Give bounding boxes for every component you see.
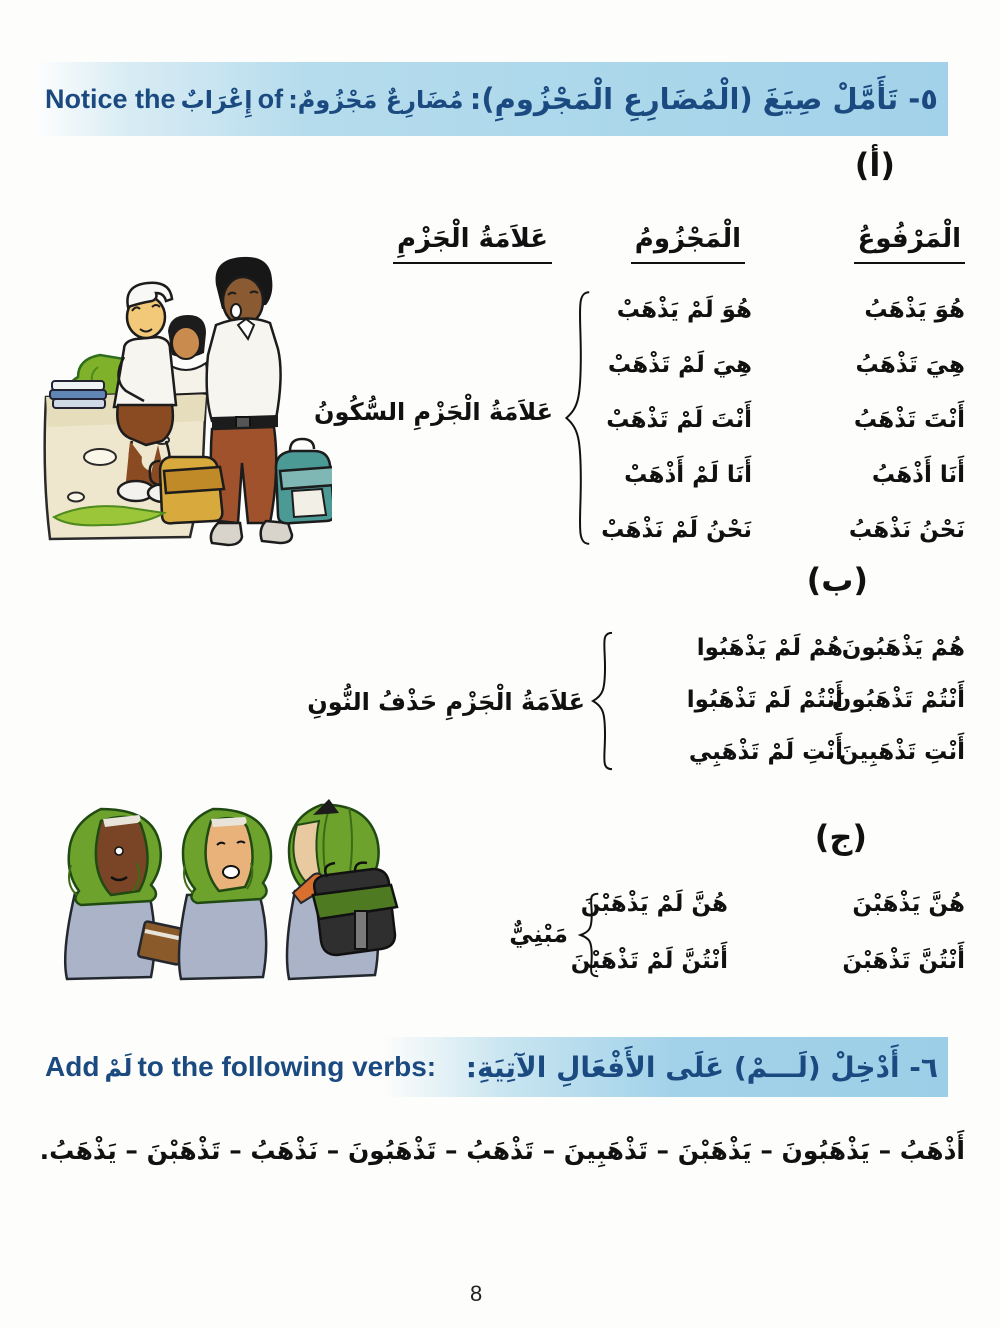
section-b-marker: (ب) [806,561,868,599]
table-cell: أَنْتُنَّ تَذْهَبْنَ [842,948,965,974]
arabic-term-mudari-majzum: مُضَارِعٌ مَجْزُومٌ: [288,85,464,114]
table-cell: أَنْتُمْ تَذْهَبُونَ [831,687,965,713]
table-cell: هُمْ لَمْ يَذْهَبُوا [696,635,843,661]
table-cell: أَنْتُمْ لَمْ تَذْهَبُوا [686,687,843,713]
exercise6-english-title [45,1051,436,1083]
english-text: Notice the [45,83,176,114]
girls-in-hijabs-illustration [45,773,401,991]
table-cell: أَنَا لَمْ أَذْهَبْ [624,462,752,488]
exercise5-arabic-title: ٥- تَأَمَّلْ صِيَغَ (الْمُضَارِعِ الْمَجْزُومِ): [469,82,938,116]
section-c-marfu-column [842,876,965,990]
curly-brace-icon [586,630,616,772]
exercise6-arabic-title: ٦- أَدْخِلْ (لَـــمْ) عَلَى الأَفْعَالِ الآتِيَةِ: [465,1050,938,1084]
table-cell: نَحْنُ نَذْهَبُ [848,517,965,543]
section-c-marker: (ج) [814,818,867,856]
exercise5-english-title [45,84,463,115]
column-header-majzum: الْمَجْزُومُ [631,224,745,264]
section-a-marker: (أ) [854,146,895,184]
table-cell: أَنَا أَذْهَبُ [871,462,965,488]
english-suffix: to the following verbs: [137,1051,437,1082]
table-cell: هُنَّ لَمْ يَذْهَبْنَ [580,891,728,917]
section-a-majzum-column [601,283,752,558]
section-c-mabni-label: مَبْنِيٌّ [509,920,568,948]
table-cell: هِيَ تَذْهَبُ [855,352,965,378]
curly-brace-icon [574,892,602,978]
table-cell: أَنْتِ لَمْ تَذْهَبِي [688,739,843,765]
table-cell: هِيَ لَمْ تَذْهَبْ [607,352,752,378]
table-cell: أَنْتُنَّ لَمْ تَذْهَبْنَ [570,948,728,974]
column-header-jazm-sign: عَلاَمَةُ الْجَزْمِ [393,224,552,264]
girl-middle [179,809,271,979]
girl-left [65,809,186,979]
exercise6-header-bar [35,1037,948,1097]
table-cell: أَنْتَ لَمْ تَذْهَبْ [606,407,752,433]
exercise6-verbs-line: أَذْهَبُ – يَذْهَبُونَ – يَذْهَبْنَ – تَذْهَبِينَ – تَذْهَبُ – تَذْهَبُونَ – نَذْهَبُ – تَذْهَبْنَ – يَذْهَبُ. [39,1136,965,1165]
arabic-term-irab: إِعْرَابٌ [180,85,253,114]
table-cell: هُمْ يَذْهَبُونَ [841,635,965,661]
section-b-majzum-column [687,622,843,778]
table-cell: هُوَ لَمْ يَذْهَبْ [616,297,752,323]
section-b-marfu-column [832,622,965,778]
books-stack [50,381,106,408]
page-number: 8 [470,1281,483,1306]
english-of: of [257,83,284,114]
english-add: Add [45,1051,100,1082]
section-a-jazm-sign-label: عَلاَمَةُ الْجَزْمِ السُّكُونُ [314,398,553,426]
table-cell: هُنَّ يَذْهَبْنَ [852,891,965,917]
curly-brace-icon [558,287,594,549]
table-cell: نَحْنُ لَمْ نَذْهَبْ [601,517,752,543]
exercise5-header-bar [35,62,948,136]
boys-at-wall-illustration [40,245,332,547]
table-cell: أَنْتِ تَذْهَبِينَ [838,739,965,765]
section-a-marfu-column [849,283,965,558]
girl-right-backpack [287,799,397,979]
arabic-term-lam: لَمْ [104,1054,133,1082]
table-cell: هُوَ يَذْهَبُ [864,297,965,323]
section-b-jazm-sign-label: عَلاَمَةُ الْجَزْمِ حَذْفُ النُّونِ [307,688,585,716]
column-header-marfu: الْمَرْفُوعُ [854,224,965,264]
table-cell: أَنْتَ تَذْهَبُ [853,407,965,433]
